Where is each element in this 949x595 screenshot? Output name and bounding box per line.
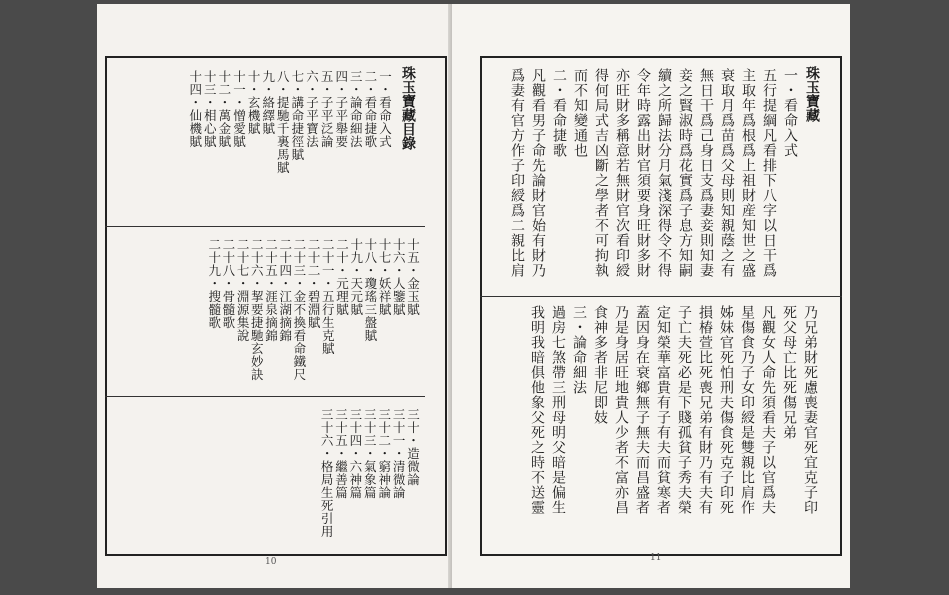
toc-entry: 七・講命捷徑賦 [289, 70, 305, 161]
text-column: 亦旺財多稱意若無財官次看印綬 [614, 68, 630, 278]
text-column: 二・看命捷歌 [551, 68, 567, 158]
toc-entry: 二十四・江湖摘錦 [277, 238, 293, 342]
toc-entry: 十二・萬金賦 [216, 70, 232, 148]
toc-entry: 十一・憎愛賦 [231, 70, 247, 148]
toc-entry: 三十四・六神篇 [347, 408, 363, 499]
toc-entry: 二十六・挈要捷馳玄妙訣 [249, 238, 265, 381]
text-column: 三・論命細法 [571, 305, 587, 395]
text-column: 妾之賢淑時爲花實爲子息方知嗣 [677, 68, 693, 278]
text-column: 凡觀女人命先須看夫子以官爲夫 [760, 305, 776, 515]
toc-entry: 十三・相心賦 [202, 70, 218, 148]
text-column: 損椿萱比死喪兄弟有財乃有夫有 [697, 305, 713, 515]
toc-entry: 十六・人鑒賦 [391, 238, 407, 316]
toc-entry: 二十三・金不換看命鐵尺 [291, 238, 307, 381]
text-column: 得何局式吉凶斷之學者不可拘執 [593, 68, 609, 278]
left-page-number: 10 [265, 557, 277, 567]
text-column: 一・看命入式 [782, 68, 798, 158]
text-column: 食神多者非尼即妓 [592, 305, 608, 425]
toc-entry: 三・論命細法 [348, 70, 364, 148]
toc-entry: 十八・瓊瑤三盤賦 [362, 238, 378, 342]
toc-entry: 十七・妖祥賦 [377, 238, 393, 316]
right-divider [480, 296, 842, 297]
text-column: 我明我暗俱他象父死之時不送靈 [529, 305, 545, 515]
toc-entry: 四・子平舉要 [333, 70, 349, 148]
toc-entry: 一・看命入式 [377, 70, 393, 148]
toc-entry: 二十・元理賦 [334, 238, 350, 316]
toc-entry: 二十一・五行生克賦 [320, 238, 336, 355]
text-column: 爲妻有官方作子印綬爲二親比肩 [509, 68, 525, 278]
text-column: 蓋因身在衰鄉無子無夫而昌盛者 [634, 305, 650, 515]
toc-header: 珠玉寶藏目錄 [400, 66, 416, 150]
right-page-number: 11 [650, 553, 662, 563]
toc-entry: 二・看命捷歌 [362, 70, 378, 148]
text-column: 無日干爲己身日支爲妻妾則知妻 [698, 68, 714, 278]
text-column: 子亡夫死必是下賤孤貧子秀夫榮 [676, 305, 692, 515]
toc-entry: 五・子平泛論 [319, 70, 335, 148]
left-page [97, 4, 452, 588]
toc-entry: 三十六・格局生死引用 [319, 408, 335, 538]
text-column: 乃兄弟財死慮喪妻官死宜克子印 [802, 305, 818, 515]
text-column: 過房七煞帶三刑母明父暗是偏生 [550, 305, 566, 515]
left-divider-1 [105, 226, 425, 227]
text-column: 姊妹官死怕刑夫傷食死克子印死 [718, 305, 734, 515]
toc-entry: 二十八・骨髓歌 [220, 238, 236, 329]
toc-entry: 三十二・窮神論 [376, 408, 392, 499]
toc-entry: 三十三・氣象篇 [362, 408, 378, 499]
text-column: 乃是身居旺地貴人少者不富亦昌 [613, 305, 629, 515]
right-header: 珠玉寶藏 [804, 66, 820, 122]
toc-entry: 十五・金玉賦 [405, 238, 421, 316]
text-column: 星傷食乃子女印綬是雙親比肩作 [739, 305, 755, 515]
toc-entry: 八・提馳千裏馬賦 [275, 70, 291, 174]
text-column: 凡觀看男子命先論財官始有財乃 [530, 68, 546, 278]
text-column: 令年時露出財官須要身旺財多財 [635, 68, 651, 278]
toc-entry: 十九・天元賦 [348, 238, 364, 316]
right-page [452, 4, 850, 588]
toc-entry: 三十一・清微論 [391, 408, 407, 499]
toc-entry: 十四・仙機賦 [187, 70, 203, 148]
text-column: 定知榮華富貴有子有夫而貧寒者 [655, 305, 671, 515]
toc-entry: 三十・造微論 [405, 408, 421, 486]
toc-entry: 九・絡繹賦 [260, 70, 276, 135]
toc-entry: 二十九・搜髓歌 [206, 238, 222, 329]
toc-entry: 十・玄機賦 [246, 70, 262, 135]
text-column: 主取年爲根爲上祖財産知世之盛 [740, 68, 756, 278]
toc-entry: 二十七・淵源集說 [235, 238, 251, 342]
text-column: 而不知變通也 [572, 68, 588, 158]
text-column: 衰取月爲苗爲父母則知親蔭之有 [719, 68, 735, 278]
toc-entry: 二十五・涯泉摘錦 [263, 238, 279, 342]
text-column: 死父母亡比死傷兄弟 [781, 305, 797, 440]
toc-entry: 六・子平寶法 [304, 70, 320, 148]
text-column: 五行提綱凡看排下八字以日干爲 [761, 68, 777, 278]
toc-entry: 三十五・繼善篇 [333, 408, 349, 499]
text-column: 續之所歸法分月氣淺深得令不得 [656, 68, 672, 278]
toc-entry: 二十二・碧淵賦 [306, 238, 322, 329]
left-divider-2 [105, 396, 425, 397]
